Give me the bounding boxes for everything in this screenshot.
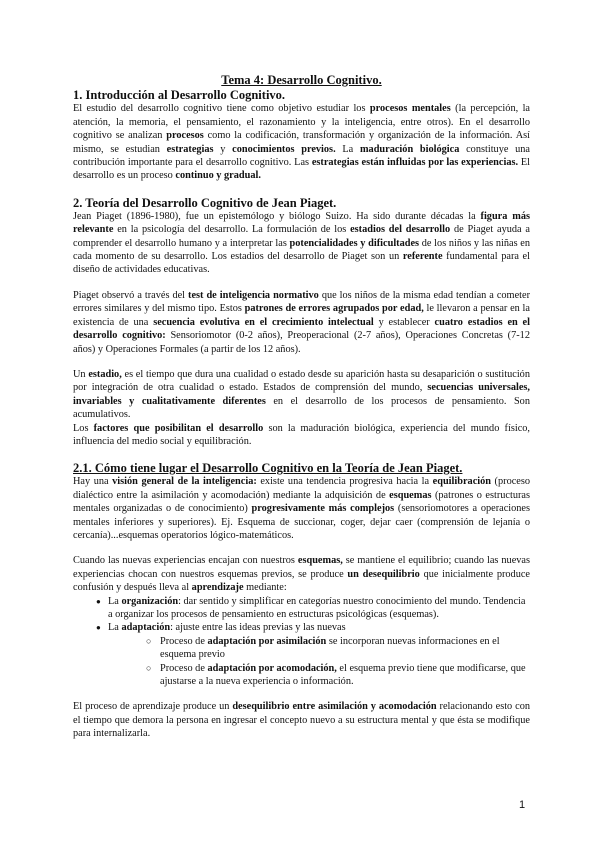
text-run: y xyxy=(213,143,233,155)
bold-run: aprendizaje xyxy=(191,582,244,594)
text-run: en el desarrollo de los procesos de pensamiento. Son acumulativos. xyxy=(73,395,530,421)
bold-run: adaptación por acomodación, xyxy=(207,662,337,674)
bold-run: figura más relevante xyxy=(73,210,530,236)
text-run: fundamental para el diseño de actividades educativas. xyxy=(73,251,530,276)
bullet-list xyxy=(73,595,530,689)
bold-run: maduración biológica xyxy=(359,143,460,155)
text-run: (la percepción, la atención, la memoria, el pensamiento, el razonamiento y la inteligencia, entre otros). En el desarrollo cognitivo se analizan xyxy=(73,103,531,142)
text-run: : ajuste entre las ideas previas y las nuevas xyxy=(170,622,346,634)
text-run: constituye una contribución importante para el desarrollo cognitivo. Las xyxy=(73,143,531,169)
bold-run: procesos mentales xyxy=(369,103,451,115)
bold-run: equilibración xyxy=(432,476,491,488)
bold-run: estadios del desarrollo xyxy=(350,224,451,236)
text-run: Cuando las nuevas experiencias encajan con nuestros xyxy=(73,555,298,567)
text-run: es el tiempo que dura una cualidad o estado desde su aparición hasta su desaparición o sustitución por integración de otra cualidad o estado. Estados de comprensión del mundo, xyxy=(73,368,530,394)
text-run: Los xyxy=(73,422,94,434)
bullet-organizacion-text xyxy=(108,596,525,620)
section-2-heading: 2. Teoría del Desarrollo Cognitivo de Jean Piaget. xyxy=(73,195,337,210)
section-1-paragraph xyxy=(73,102,530,182)
section-2-1-paragraph-1 xyxy=(73,475,530,542)
sub-bullet-acomodacion-text xyxy=(160,663,526,687)
text-run: La xyxy=(108,595,122,607)
text-run: y establecer xyxy=(373,316,435,328)
text-run: se mantiene el equilibrio; cuando las nuevas experiencias chocan con nuestros esquemas previos, se produce xyxy=(73,555,530,580)
section-2-paragraph-4 xyxy=(73,422,530,449)
bold-run: adaptación por asimilación xyxy=(207,635,327,647)
bold-run: referente xyxy=(402,251,443,263)
bold-run: adaptación xyxy=(121,622,171,634)
text-run: El estudio del desarrollo cognitivo tiene como objetivo estudiar los xyxy=(73,103,370,115)
page-number: 1 xyxy=(519,799,526,811)
section-2-1-paragraph-2 xyxy=(73,554,530,594)
bold-run: progresivamente más complejos xyxy=(251,503,395,515)
text-run: La xyxy=(335,143,360,155)
text-run: que inicialmente produce confusión y después lleva al xyxy=(73,568,530,594)
text-run: son la maduración biológica, experiencia del mundo físico, influencia del medio social y equilibración. xyxy=(73,422,530,447)
document-title: Tema 4: Desarrollo Cognitivo. xyxy=(221,73,382,87)
bullet-organizacion xyxy=(96,595,530,622)
bold-run: secuencia evolutiva en el crecimiento intelectual xyxy=(153,316,374,328)
sub-bullet-acomodacion xyxy=(146,662,530,689)
text-run: Proceso de xyxy=(160,635,208,647)
text-run: Proceso de xyxy=(160,662,208,674)
bold-run: cuatro estadios en el desarrollo cognitivo: xyxy=(73,316,530,342)
bold-run: estrategias xyxy=(166,143,214,155)
text-run: : dar sentido y simplificar en categorías nuestro conocimiento del mundo. Tendencia a organizar los procesos de pensamiento en estructuras psicológicas (esquemas). xyxy=(108,595,526,620)
bold-run: secuencias universales, invariables y cualitativamente diferentes xyxy=(73,382,531,407)
bold-run: conocimientos previos. xyxy=(232,143,336,155)
bold-run: estadio, xyxy=(88,368,122,380)
text-run: de los niños y las niñas en cada momento de su desarrollo. Los estadios del desarrollo de Piaget son un xyxy=(73,237,531,263)
bold-run: desequilibrio entre asimilación y acomodación xyxy=(232,701,437,713)
text-run: existe una tendencia progresiva hacia la xyxy=(256,476,433,488)
section-2-1-paragraph-3 xyxy=(73,700,530,740)
bullet-adaptacion-text xyxy=(108,622,346,633)
section-2-paragraph-3 xyxy=(73,368,530,422)
bold-run: potencialidades y dificultades xyxy=(289,237,420,249)
text-run: El proceso de aprendizaje produce un xyxy=(73,701,233,713)
text-run: se incorporan nuevas informaciones en el esquema previo xyxy=(160,635,500,661)
bold-run: un desequilibrio xyxy=(347,568,420,580)
bold-run: patrones de errores agrupados por edad, xyxy=(244,303,424,315)
section-1-heading: 1. Introducción al Desarrollo Cognitivo. xyxy=(73,88,286,103)
text-run: (proceso dialéctico entre la asimilación y acomodación) mediante la adquisición de xyxy=(73,476,531,501)
text-run: le llevaron a pensar en la existencia de una xyxy=(73,303,530,328)
bold-run: visión general de la inteligencia: xyxy=(112,476,257,488)
section-2-paragraph-2 xyxy=(73,289,530,356)
text-run: relacionando esto con el tiempo que demora la persona en ingresar el concepto nuevo a su estructura mental y que ésta se modifique para internalizarla. xyxy=(73,701,530,740)
text-run: el esquema previo tiene que modificarse, que ajustarse a la nueva experiencia o información. xyxy=(160,662,526,688)
document-page xyxy=(73,74,530,741)
bold-run: procesos xyxy=(166,130,204,142)
bold-run: continuo y gradual. xyxy=(175,170,261,182)
bold-run: factores que posibilitan el desarrollo xyxy=(93,422,264,434)
text-run: Hay una xyxy=(73,476,113,488)
text-run: (patrones o estructuras mentales organizadas o de conocimiento) xyxy=(73,489,530,515)
text-run: en la psicología del desarrollo. La formulación de los xyxy=(113,224,351,236)
text-run: que los niños de la misma edad tendían a cometer errores similares y del mismo tipo. Estos xyxy=(73,289,530,315)
bold-run: esquemas, xyxy=(297,555,343,567)
section-2-paragraph-1 xyxy=(73,210,530,277)
text-run: de Piaget ayuda a comprender el desarrollo humano y a interpretar las xyxy=(73,224,530,249)
sub-bullet-asimilacion xyxy=(146,635,530,662)
bold-run: test de inteligencia normativo xyxy=(188,289,319,301)
text-run: Un xyxy=(73,368,89,380)
text-run: Sensoriomotor (0-2 años), Preoperacional (2-7 años), Operaciones Concretas (7-12 años) y Operaciones Formales (a partir de los 12 años). xyxy=(73,330,530,355)
text-run: Piaget observó a través del xyxy=(73,289,189,301)
text-run: mediante: xyxy=(243,582,287,594)
text-run: El desarrollo es un proceso xyxy=(73,157,531,182)
text-run: como la codificación, transformación y organización de la información. Así mismo, se estudian xyxy=(73,130,530,155)
sub-bullet-list xyxy=(108,635,530,689)
bold-run: estrategias están influidas por las experiencias. xyxy=(311,157,519,169)
text-run: (sensoriomotores a operaciones mentales inferiores y superiores). Ej. Esquema de succionar, coger, dejar caer (comprensión de lejanía o cercanía)...esquemas operatorios lógico-matemáticos. xyxy=(73,503,531,541)
bold-run: esquemas xyxy=(389,489,432,501)
sub-bullet-asimilacion-text xyxy=(160,636,500,660)
section-2-1-heading: 2.1. Cómo tiene lugar el Desarrollo Cognitivo en la Teoría de Jean Piaget. xyxy=(73,461,463,476)
text-run: Jean Piaget (1896-1980), fue un epistemólogo y biólogo Suizo. Ha sido durante décadas la xyxy=(73,210,481,222)
bold-run: organización xyxy=(121,595,179,607)
bullet-adaptacion xyxy=(96,621,530,688)
text-run: La xyxy=(108,622,122,634)
